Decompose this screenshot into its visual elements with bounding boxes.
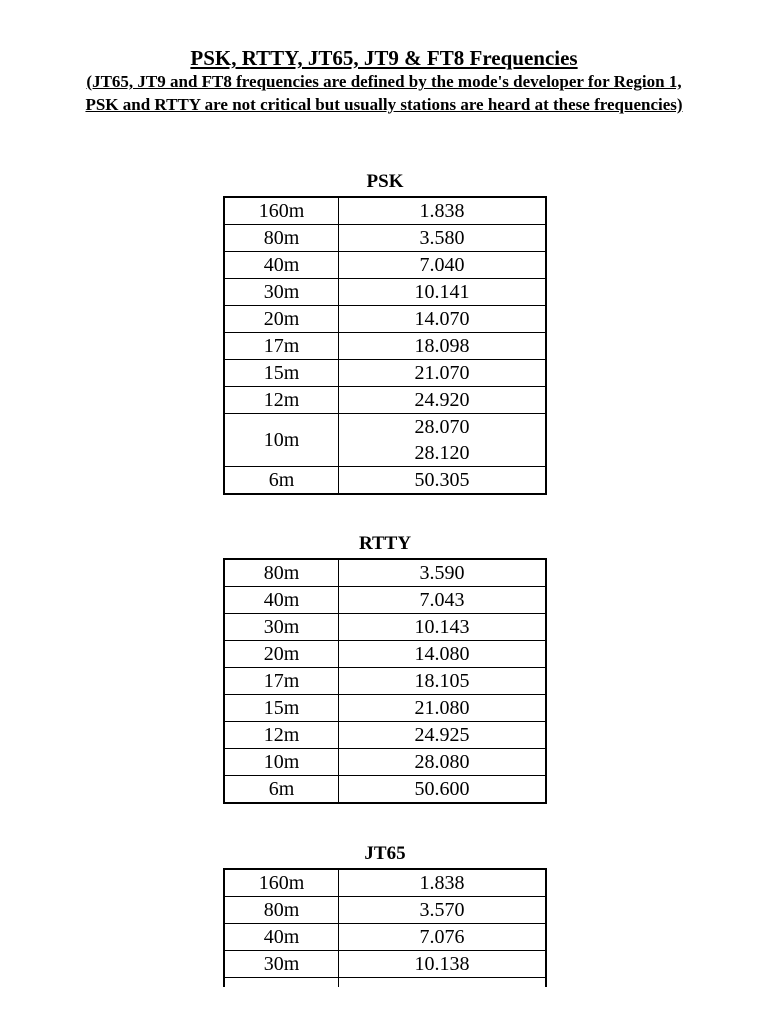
- jt65-table-viewport: [223, 868, 547, 987]
- frequency-cell: [339, 776, 547, 804]
- frequency-cell: [339, 749, 547, 776]
- band-cell: 40m: [224, 587, 339, 614]
- frequency-value: 10.138: [414, 953, 470, 975]
- band-cell: 30m: [224, 614, 339, 641]
- frequency-value: 21.070: [414, 362, 470, 384]
- table-row: [224, 897, 546, 924]
- frequency-value: 28.070: [414, 416, 470, 438]
- frequency-cell: [339, 978, 547, 988]
- frequency-value: 24.920: [414, 389, 470, 411]
- frequency-cell: [339, 951, 547, 978]
- band-cell: 17m: [224, 668, 339, 695]
- frequency-value: 14.080: [414, 643, 470, 665]
- frequency-cell: [339, 897, 547, 924]
- psk-section-title: PSK: [366, 171, 404, 192]
- table-row: [224, 641, 546, 668]
- band-cell: 17m: [224, 333, 339, 360]
- band-cell: 80m: [224, 897, 339, 924]
- jt65-frequency-table: [223, 868, 547, 987]
- band-cell: [224, 978, 339, 988]
- table-row: [224, 924, 546, 951]
- table-row: [224, 197, 546, 225]
- table-row: [224, 333, 546, 360]
- band-cell: 160m: [224, 197, 339, 225]
- table-row: [224, 306, 546, 333]
- frequency-cell: [339, 559, 547, 587]
- frequency-cell: [339, 467, 547, 495]
- frequency-value: 1.838: [419, 200, 465, 222]
- table-row: [224, 695, 546, 722]
- frequency-cell: [339, 587, 547, 614]
- table-row: [224, 869, 546, 897]
- frequency-cell: [339, 924, 547, 951]
- frequency-cell: [339, 641, 547, 668]
- document-title: PSK, RTTY, JT65, JT9 & FT8 Frequencies: [190, 46, 578, 70]
- table-row: [224, 978, 546, 988]
- band-cell: 10m: [224, 414, 339, 467]
- table-row: [224, 668, 546, 695]
- rtty-frequency-table: [223, 558, 547, 804]
- table-row: [224, 776, 546, 804]
- frequency-value: 3.570: [419, 899, 465, 921]
- band-cell: 6m: [224, 776, 339, 804]
- frequency-value: 18.105: [414, 670, 470, 692]
- frequency-cell: [339, 614, 547, 641]
- frequency-value: 24.925: [414, 724, 470, 746]
- frequency-cell: [339, 279, 547, 306]
- frequency-value: 10.143: [414, 616, 470, 638]
- band-cell: 15m: [224, 695, 339, 722]
- band-cell: 10m: [224, 749, 339, 776]
- band-cell: 80m: [224, 559, 339, 587]
- frequency-value: 28.120: [414, 442, 470, 464]
- table-row: [224, 387, 546, 414]
- table-row: [224, 614, 546, 641]
- table-row: [224, 559, 546, 587]
- frequency-cell: [339, 668, 547, 695]
- frequency-cell: [339, 306, 547, 333]
- band-cell: 20m: [224, 306, 339, 333]
- table-row: [224, 951, 546, 978]
- table-row: [224, 225, 546, 252]
- table-row: [224, 279, 546, 306]
- frequency-value: 3.580: [419, 227, 465, 249]
- frequency-value: 50.305: [414, 469, 470, 491]
- frequency-cell: [339, 197, 547, 225]
- frequency-value: 7.043: [419, 589, 465, 611]
- frequency-cell: [339, 252, 547, 279]
- frequency-value: 10.141: [414, 281, 470, 303]
- frequency-value: 7.040: [419, 254, 465, 276]
- table-row: [224, 722, 546, 749]
- frequency-value: 28.080: [414, 751, 470, 773]
- band-cell: 15m: [224, 360, 339, 387]
- band-cell: 160m: [224, 869, 339, 897]
- frequency-cell: [339, 387, 547, 414]
- frequency-value: 21.080: [414, 697, 470, 719]
- document-subtitle-line-2: PSK and RTTY are not critical but usually stations are heard at these frequencies): [85, 95, 683, 114]
- table-row: [224, 749, 546, 776]
- band-cell: 6m: [224, 467, 339, 495]
- frequency-cell: [339, 414, 547, 467]
- frequency-value: 7.076: [419, 926, 465, 948]
- psk-frequency-table: [223, 196, 547, 495]
- band-cell: 40m: [224, 924, 339, 951]
- frequency-value: 14.070: [414, 308, 470, 330]
- frequency-cell: [339, 225, 547, 252]
- band-cell: 12m: [224, 387, 339, 414]
- band-cell: 30m: [224, 279, 339, 306]
- table-row: [224, 587, 546, 614]
- band-cell: 20m: [224, 641, 339, 668]
- frequency-value: 18.098: [414, 335, 470, 357]
- frequency-value: 1.838: [419, 872, 465, 894]
- jt65-section-title: JT65: [364, 843, 406, 864]
- frequency-value: 50.600: [414, 778, 470, 800]
- frequency-cell: [339, 722, 547, 749]
- table-row: [224, 467, 546, 495]
- band-cell: 30m: [224, 951, 339, 978]
- band-cell: 12m: [224, 722, 339, 749]
- frequency-value: 3.590: [419, 562, 465, 584]
- band-cell: 40m: [224, 252, 339, 279]
- frequency-cell: [339, 333, 547, 360]
- frequency-cell: [339, 360, 547, 387]
- table-row: [224, 360, 546, 387]
- frequency-cell: [339, 695, 547, 722]
- table-row: [224, 414, 546, 467]
- rtty-section-title: RTTY: [358, 533, 412, 554]
- band-cell: 80m: [224, 225, 339, 252]
- table-row: [224, 252, 546, 279]
- document-subtitle-line-1: (JT65, JT9 and FT8 frequencies are defined by the mode's developer for Region 1,: [86, 72, 682, 91]
- frequency-cell: [339, 869, 547, 897]
